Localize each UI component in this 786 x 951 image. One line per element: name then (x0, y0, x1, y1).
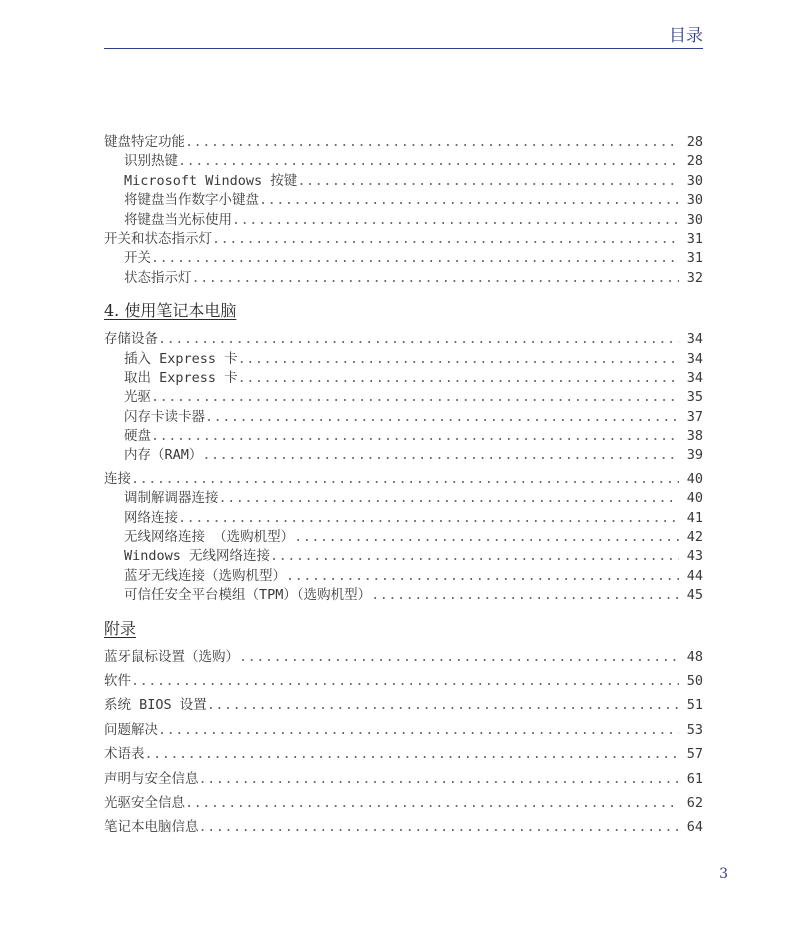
toc-entry-label: 软件 (104, 672, 131, 689)
toc-entry-remove-express-card[interactable] (104, 369, 703, 388)
toc-entry-glossary[interactable] (104, 745, 703, 764)
toc-entry-label: 术语表 (104, 746, 145, 763)
toc-leader-dots (238, 350, 679, 369)
toc-page-number: 32 (686, 269, 703, 286)
toc-entry-software[interactable] (104, 672, 703, 691)
toc-leader-dots (185, 794, 679, 813)
toc-page-number: 45 (686, 587, 703, 604)
toc-entry-label: 插入 Express 卡 (124, 350, 238, 367)
toc-leader-dots (297, 172, 679, 191)
toc-page-number: 44 (686, 567, 703, 584)
toc-entry-windows-wireless[interactable] (104, 547, 703, 566)
toc-page-number: 28 (686, 153, 703, 170)
toc-page-number: 62 (686, 794, 703, 811)
toc-leader-dots (199, 770, 680, 789)
toc-entry-label: 硬盘 (124, 428, 151, 445)
toc-entry-label: 识别热键 (124, 153, 178, 170)
toc-entry-keyboard-functions[interactable] (104, 133, 703, 152)
toc-page-number: 34 (686, 350, 703, 367)
toc-entry-memory[interactable] (104, 446, 703, 465)
toc-leader-dots (270, 547, 679, 566)
toc-leader-dots (219, 489, 680, 508)
toc-entry-label: 将键盘当光标使用 (124, 211, 232, 228)
toc-entry-label: 取出 Express 卡 (124, 369, 238, 386)
toc-entry-insert-express-card[interactable] (104, 350, 703, 369)
toc-page-number: 35 (686, 389, 703, 406)
section-heading-using-notebook[interactable]: 4. 使用笔记本电脑 (104, 301, 237, 321)
toc-entry-hotkeys[interactable] (104, 152, 703, 171)
toc-page-number: 37 (686, 408, 703, 425)
toc-entry-numeric-keypad[interactable] (104, 191, 703, 210)
page-number: 3 (719, 866, 728, 882)
toc-entry-label: 状态指示灯 (124, 269, 192, 286)
toc-entry-label: 网络连接 (124, 509, 178, 526)
toc-leader-dots (151, 249, 679, 268)
toc-entry-tpm[interactable] (104, 586, 703, 605)
toc-entry-label: Windows 无线网络连接 (124, 548, 271, 565)
toc-leader-dots (178, 509, 679, 528)
toc-page-number: 48 (686, 648, 703, 665)
toc-leader-dots (151, 427, 679, 446)
toc-page-number: 30 (686, 211, 703, 228)
toc-leader-dots (131, 470, 679, 489)
toc-entry-label: 将键盘当作数字小键盘 (124, 192, 259, 209)
toc-entry-label: 问题解决 (104, 721, 158, 738)
toc-leader-dots (151, 388, 679, 407)
toc-page-number: 31 (686, 230, 703, 247)
toc-entry-label: 闪存卡读卡器 (124, 408, 205, 425)
page-header (104, 26, 703, 49)
toc-entry-label: 键盘特定功能 (104, 134, 185, 150)
toc-entry-cursor-keys[interactable] (104, 211, 703, 230)
toc-leader-dots (286, 567, 679, 586)
toc-entry-label: Microsoft Windows 按键 (124, 172, 298, 189)
toc-page-number: 50 (686, 672, 703, 689)
toc-page-number: 31 (686, 250, 703, 267)
toc-page-number: 53 (686, 721, 703, 738)
toc-entry-label: 无线网络连接 （选购机型） (124, 529, 295, 546)
toc-page-number: 40 (686, 470, 703, 487)
toc-leader-dots (202, 446, 679, 465)
toc-page-number: 40 (686, 490, 703, 507)
toc-page-number: 34 (686, 331, 703, 348)
toc-entry-modem[interactable] (104, 489, 703, 508)
toc-leader-dots (145, 745, 680, 764)
toc-page-number: 51 (686, 697, 703, 714)
toc-leader-dots (294, 528, 679, 547)
toc-entry-safety-statements[interactable] (104, 770, 703, 789)
toc-entry-storage[interactable] (104, 330, 703, 349)
toc-leader-dots (158, 721, 679, 740)
toc-leader-dots (238, 369, 679, 388)
toc-page-number: 61 (686, 770, 703, 787)
toc-entry-label: 可信任安全平台模组（TPM）（选购机型） (124, 587, 372, 604)
toc-entry-label: 光驱 (124, 389, 151, 406)
toc-leader-dots (158, 330, 679, 349)
toc-entry-bluetooth[interactable] (104, 567, 703, 586)
toc-page-number: 39 (686, 447, 703, 464)
toc-entry-label: 开关 (124, 250, 151, 267)
toc-entry-hard-disk[interactable] (104, 427, 703, 446)
toc-page-number: 34 (686, 369, 703, 386)
toc-entry-bios-setup[interactable] (104, 696, 703, 715)
toc-leader-dots (207, 696, 679, 715)
toc-leader-dots (199, 818, 680, 837)
toc-leader-dots (259, 191, 679, 210)
toc-leader-dots (212, 230, 679, 249)
toc-page-number: 43 (686, 548, 703, 565)
toc-page-number: 30 (686, 172, 703, 189)
toc-entry-label: 内存（RAM） (124, 447, 203, 464)
toc-page-number: 57 (686, 746, 703, 763)
toc-entry-notebook-info[interactable] (104, 818, 703, 837)
toc-entry-optical-drive[interactable] (104, 388, 703, 407)
toc-leader-dots (185, 133, 679, 152)
toc-entry-network[interactable] (104, 509, 703, 528)
toc-leader-dots (192, 269, 680, 288)
toc-page-number: 30 (686, 192, 703, 209)
toc-leader-dots (205, 408, 679, 427)
toc-entry-status-indicators[interactable] (104, 269, 703, 288)
toc-entry-label: 调制解调器连接 (124, 490, 219, 507)
toc-entry-label: 蓝牙鼠标设置（选购） (104, 648, 239, 665)
toc-entry-label: 存储设备 (104, 331, 158, 348)
toc-page-number: 28 (686, 134, 703, 150)
toc-entry-label: 光驱安全信息 (104, 794, 185, 811)
toc-leader-dots (131, 672, 679, 691)
toc-entry-wireless-lan[interactable] (104, 528, 703, 547)
toc-entry-switches[interactable] (104, 249, 703, 268)
toc-entry-label: 系统 BIOS 设置 (104, 697, 207, 714)
toc-entry-label: 开关和状态指示灯 (104, 230, 212, 247)
toc-entry-switches-indicators[interactable] (104, 230, 703, 249)
toc-entry-label: 笔记本电脑信息 (104, 819, 199, 836)
toc-entry-optical-safety[interactable] (104, 794, 703, 813)
toc-leader-dots (239, 648, 679, 667)
toc-entry-windows-keys[interactable] (104, 172, 703, 191)
toc-page-number: 64 (686, 819, 703, 836)
toc-page-number: 38 (686, 428, 703, 445)
toc-entry-card-reader[interactable] (104, 408, 703, 427)
toc-entry-label: 蓝牙无线连接（选购机型） (124, 567, 286, 584)
toc-entry-label: 连接 (104, 470, 131, 487)
section-heading-appendix[interactable]: 附录 (104, 618, 137, 638)
toc-leader-dots (232, 211, 679, 230)
toc-page-number: 41 (686, 509, 703, 526)
toc-leader-dots (178, 152, 679, 171)
toc-entry-connections[interactable] (104, 470, 703, 489)
toc-entry-label: 声明与安全信息 (104, 770, 199, 787)
toc-page-number: 42 (686, 529, 703, 546)
toc-entry-troubleshooting[interactable] (104, 721, 703, 740)
toc-leader-dots (371, 586, 679, 605)
page-title: 目录 (669, 26, 703, 46)
toc-entry-bluetooth-mouse[interactable] (104, 648, 703, 667)
table-of-contents (104, 133, 703, 838)
